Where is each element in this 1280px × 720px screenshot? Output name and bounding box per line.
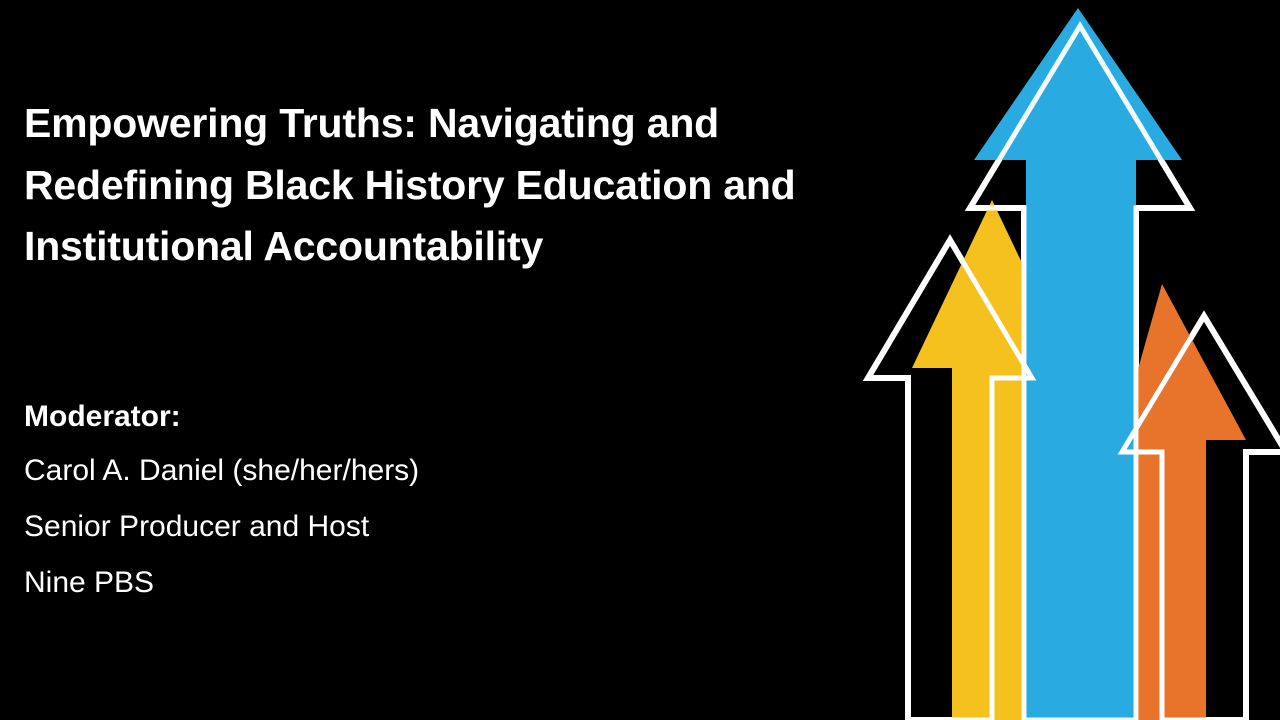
moderator-role-label: Moderator: xyxy=(24,400,181,433)
moderator-organization: Nine PBS xyxy=(24,566,155,599)
moderator-name: Carol A. Daniel (she/her/hers) xyxy=(24,454,420,487)
three-upward-arrows-graphic xyxy=(840,0,1280,720)
page-title: Empowering Truths: Navigating and Redefining Black History Education and Institutional Accountability xyxy=(24,100,796,270)
moderator-credits xyxy=(24,402,744,624)
moderator-job-title: Senior Producer and Host xyxy=(24,510,370,543)
